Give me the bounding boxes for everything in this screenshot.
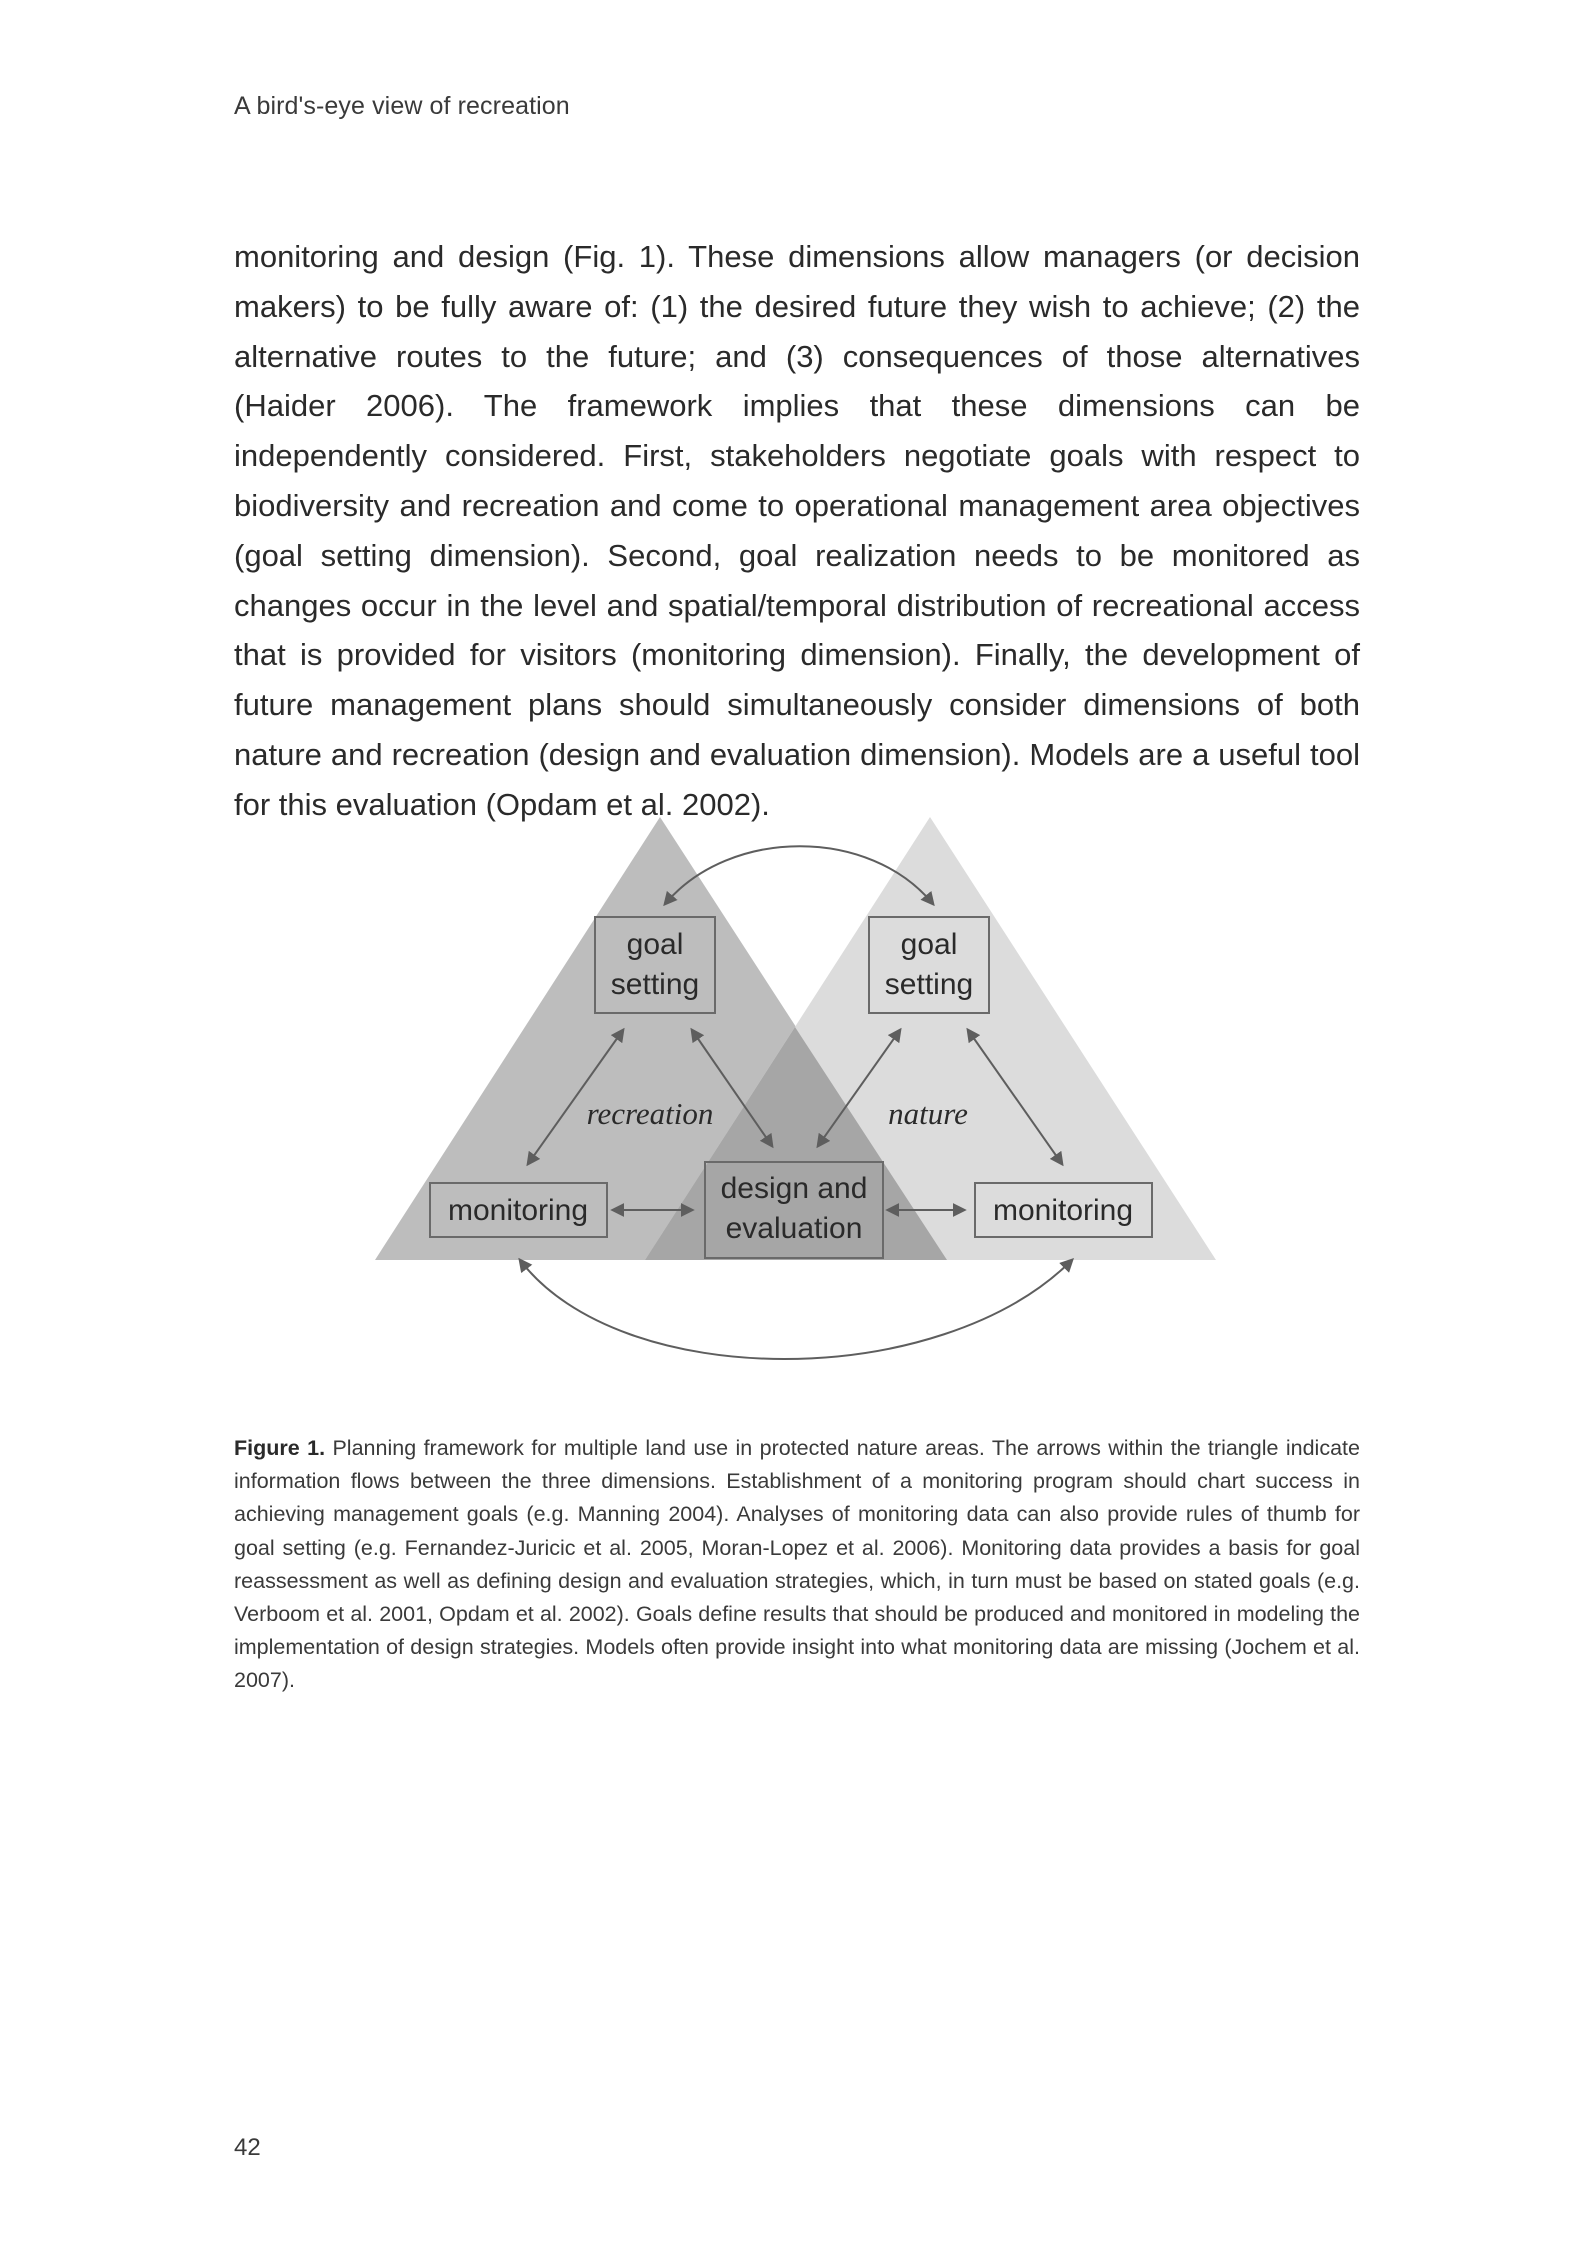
right-goal-label-line2: setting <box>884 968 974 1001</box>
nature-label: nature <box>888 1096 968 1131</box>
recreation-label: recreation <box>586 1096 714 1131</box>
figure-caption <box>234 1432 1360 1698</box>
right-monitoring-label: monitoring <box>992 1194 1134 1227</box>
bottom-arc-arrow <box>520 1260 1072 1359</box>
left-goal-label-line2: setting <box>610 968 700 1001</box>
design-label-line2: evaluation <box>725 1212 863 1245</box>
left-monitoring-label: monitoring <box>447 1194 589 1227</box>
design-label-line1: design and <box>720 1172 868 1205</box>
figure-1-diagram <box>370 812 1230 1382</box>
figure-caption-label: Figure 1. <box>234 1436 326 1460</box>
running-head: A bird's-eye view of recreation <box>234 92 570 120</box>
framework-diagram-svg <box>370 812 1230 1382</box>
page-number: 42 <box>234 2134 261 2161</box>
figure-caption-text: Planning framework for multiple land use in protected nature areas. The arrows within the triangle indicate information flows between the three dimensions. Establishment of a monitoring program should chart success in achieving management goals (e.g. Manning 2004). Analyses of monitoring data can also provide rules of thumb for goal setting (e.g. Fernandez-Juricic et al. 2005, Moran-Lopez et al. 2006). Monitoring data provides a basis for goal reassessment as well as defining design and evaluation strategies, which, in turn must be based on stated goals (e.g. Verboom et al. 2001, Opdam et al. 2002). Goals define results that should be produced and monitored in modeling the implementation of design strategies. Models often provide insight into what monitoring data are missing (Jochem et al. 2007). <box>234 1436 1360 1693</box>
body-paragraph: monitoring and design (Fig. 1). These dimensions allow managers (or decision makers) to be fully aware of: (1) the desired future they wish to achieve; (2) the alternative routes to the future; and (3) consequences of those alternatives (Haider 2006). The framework implies that these dimensions can be independently considered. First, stakeholders negotiate goals with respect to biodiversity and recreation and come to operational management area objectives (goal setting dimension). Second, goal realization needs to be monitored as changes occur in the level and spatial/temporal distribution of recreational access that is provided for visitors (monitoring dimension). Finally, the development of future management plans should simultaneously consider dimensions of both nature and recreation (design and evaluation dimension). Models are a useful tool for this evaluation (Opdam et al. 2002). <box>234 239 1360 822</box>
right-goal-label-line1: goal <box>900 928 958 961</box>
left-goal-label-line1: goal <box>626 928 684 961</box>
